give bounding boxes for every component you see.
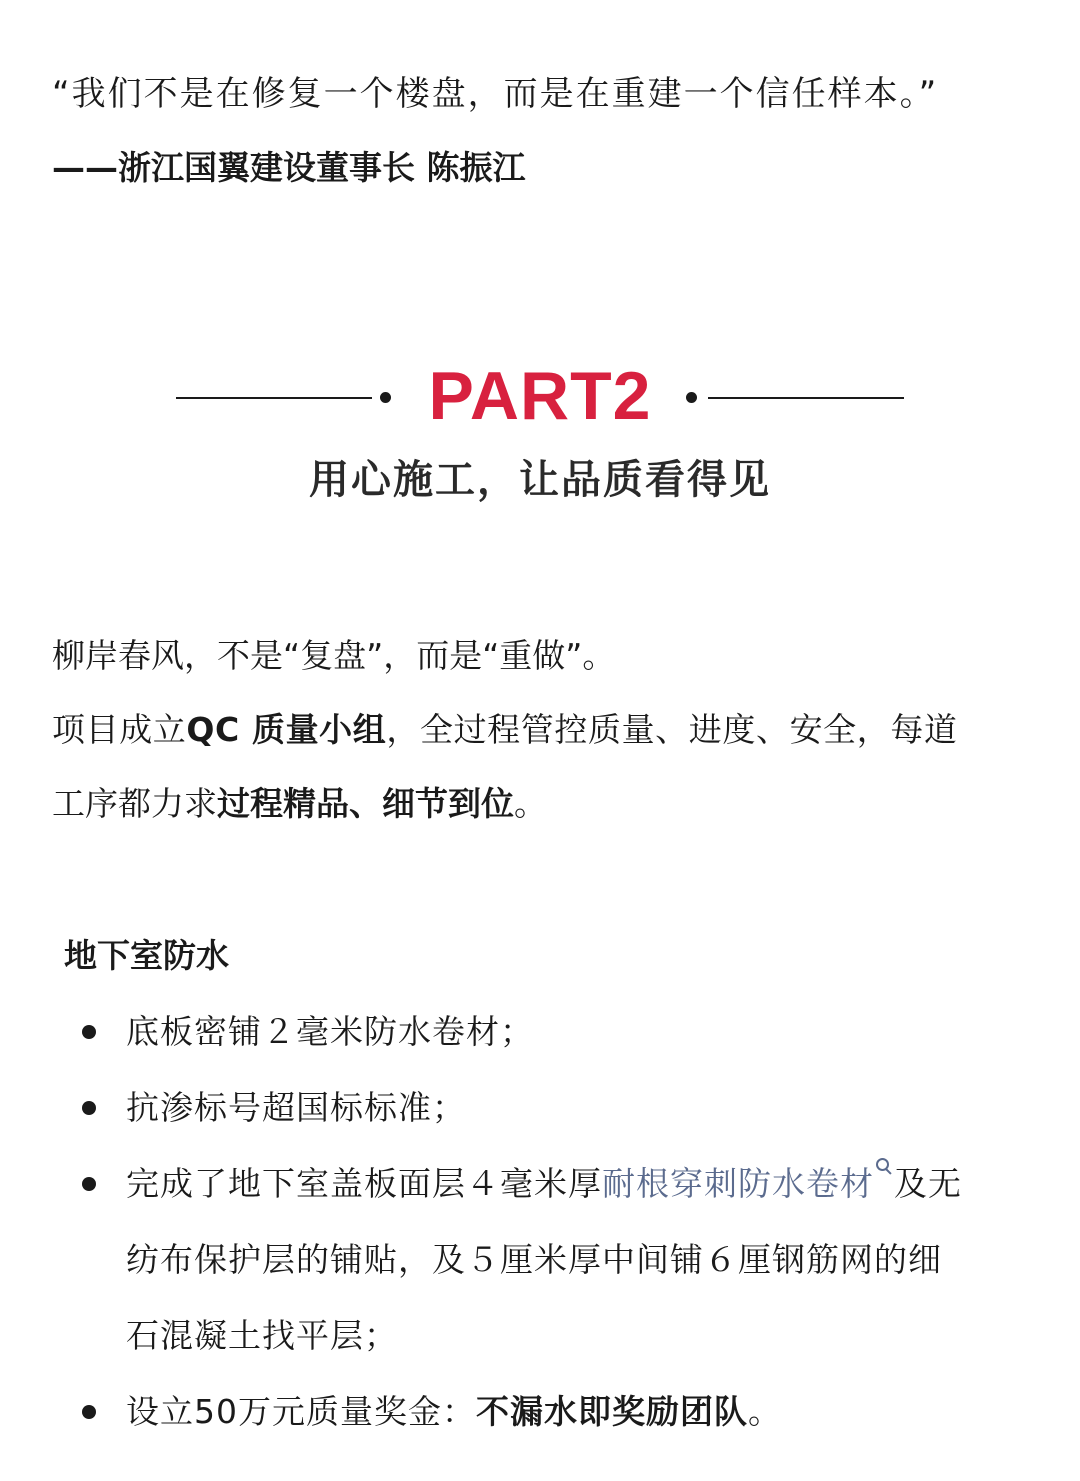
list-item-text: 底板密铺２毫米防水卷材； (126, 1012, 534, 1051)
qc-group-highlight: QC 质量小组 (186, 710, 387, 749)
bullet-dot-icon (82, 1025, 96, 1039)
search-icon[interactable] (874, 1156, 894, 1182)
divider-line-right (708, 397, 904, 399)
quote-attribution: ——浙江国翼建设董事长 陈振江 (52, 148, 526, 187)
section-subtitle: 用心施工，让品质看得见 (309, 457, 771, 503)
quality-highlight: 过程精品、细节到位 (217, 784, 514, 823)
bullet-dot-icon (82, 1177, 96, 1191)
intro-line3-suffix: 。 (514, 784, 547, 823)
bullet-dot-icon (82, 1405, 96, 1419)
list-item-text-line3: 石混凝土找平层； (126, 1316, 398, 1355)
list-item-prefix: 设立50万元质量奖金： (126, 1392, 476, 1431)
divider-dot-right (686, 392, 697, 403)
list-item-text-line1 (126, 1160, 962, 1208)
intro-paragraph-line2 (52, 706, 958, 754)
membrane-search-link[interactable]: 耐根穿刺防水卷材 (602, 1164, 874, 1203)
intro-paragraph-line1: 柳岸春风，不是“复盘”，而是“重做”。 (52, 636, 616, 675)
intro-paragraph-line3 (52, 780, 547, 828)
divider-dot-left (380, 392, 391, 403)
list-item-suffix: 。 (748, 1392, 782, 1431)
list-item-suffix: 及无 (894, 1164, 962, 1203)
list-item-text (126, 1388, 782, 1436)
bonus-highlight: 不漏水即奖励团队 (476, 1392, 748, 1431)
part-header (0, 356, 1080, 436)
intro-line2-suffix: ，全过程管控质量、进度、安全，每道 (386, 710, 958, 749)
list-item-text-line2: 纺布保护层的铺贴，及５厘米厚中间铺６厘钢筋网的细 (126, 1240, 942, 1279)
intro-line3-prefix: 工序都力求 (52, 784, 217, 823)
part-label: PART2 (428, 358, 652, 434)
divider-line-left (176, 397, 372, 399)
list-item-text: 抗渗标号超国标标准； (126, 1088, 466, 1127)
intro-line2-prefix: 项目成立 (52, 710, 187, 749)
bullet-dot-icon (82, 1101, 96, 1115)
list-item-prefix: 完成了地下室盖板面层４毫米厚 (126, 1164, 602, 1203)
basement-waterproof-heading: 地下室防水 (64, 936, 229, 975)
quote-text: “我们不是在修复一个楼盘，而是在重建一个信任样本。” (52, 74, 939, 114)
